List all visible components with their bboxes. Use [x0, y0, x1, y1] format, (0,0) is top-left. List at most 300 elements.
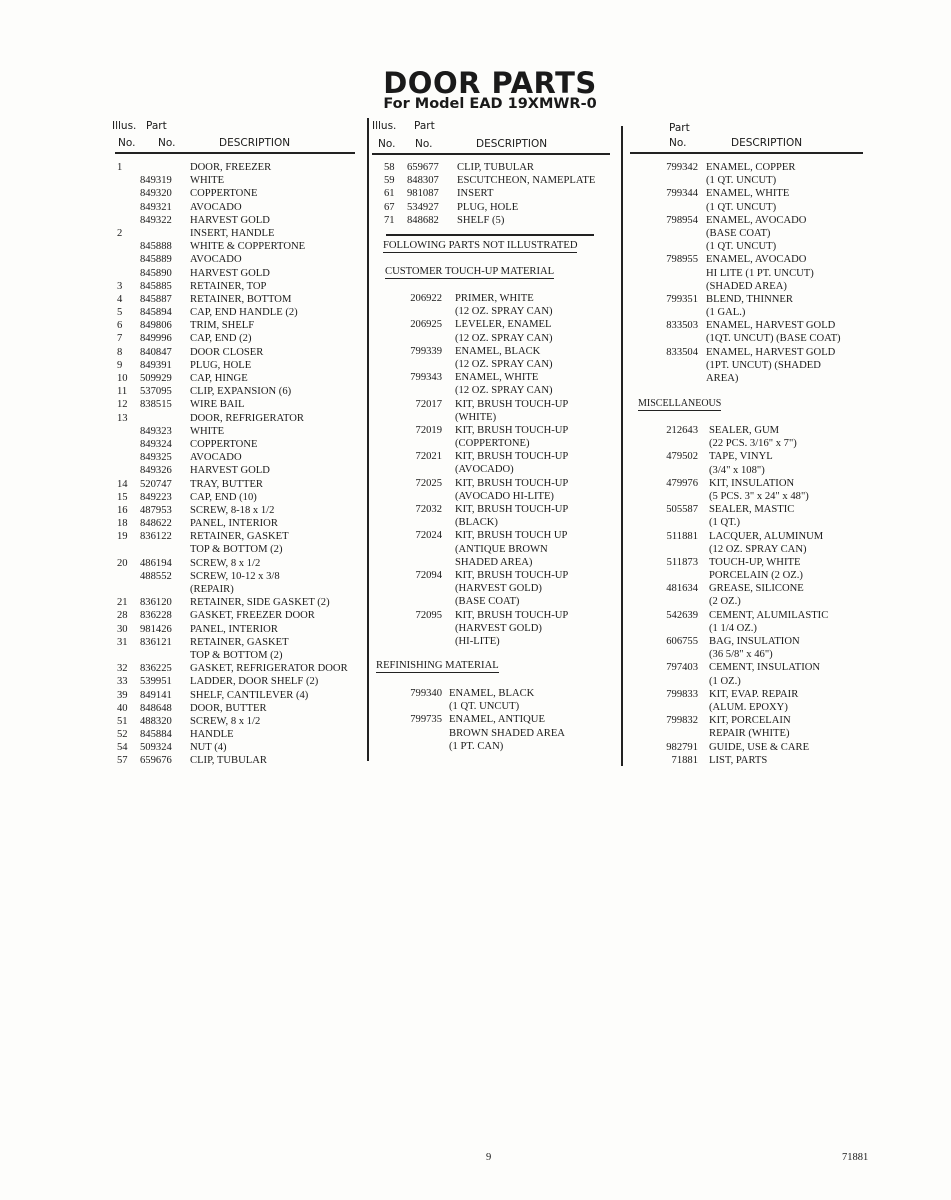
part-description: BAG, INSULATION	[709, 636, 800, 647]
part-row	[0, 280, 900, 293]
part-number: 72025	[415, 477, 442, 489]
part-row	[0, 437, 900, 450]
part-description: SCREW, 8-18 x 1/2	[190, 504, 275, 516]
part-row	[0, 424, 900, 437]
part-number: 486194	[140, 557, 172, 569]
part-description: GUIDE, USE & CARE	[709, 741, 810, 753]
part-description: KIT, BRUSH TOUCH-UP	[455, 424, 569, 436]
header-description: DESCRIPTION	[731, 137, 803, 149]
part-row	[0, 477, 900, 490]
part-number: 849323	[140, 425, 172, 437]
part-description: REPAIR (WHITE)	[709, 728, 790, 740]
part-number: 799343	[410, 372, 442, 384]
part-number: 488552	[140, 570, 172, 582]
part-number: 539951	[140, 676, 172, 688]
part-row	[0, 648, 900, 661]
part-number: 511881	[666, 530, 698, 542]
part-description: DOOR, REFRIGERATOR	[190, 412, 304, 424]
part-description: (12 OZ. SPRAY CAN)	[455, 385, 553, 397]
illus-number: 10	[117, 373, 128, 384]
part-number: 845890	[140, 267, 172, 279]
illus-number: 30	[117, 623, 128, 635]
header-illus-no: No.	[378, 138, 396, 150]
part-description: ENAMEL, WHITE	[455, 372, 539, 384]
part-description: (ALUM. EPOXY)	[709, 701, 788, 713]
part-number: 509324	[140, 742, 172, 754]
part-description: KIT, EVAP. REPAIR	[709, 688, 799, 700]
part-description: PANEL, INTERIOR	[190, 623, 278, 635]
page-number: 9	[486, 1152, 492, 1163]
part-number: 833504	[666, 346, 698, 358]
part-description: CLIP, EXPANSION (6)	[190, 386, 292, 398]
part-number: 845894	[140, 307, 172, 319]
part-row	[0, 675, 900, 688]
part-description: (1QT. UNCUT) (BASE COAT)	[706, 333, 841, 345]
part-description: SCREW, 8 x 1/2	[190, 557, 261, 569]
part-description: WHITE	[190, 175, 225, 187]
part-number: 849322	[140, 214, 172, 226]
part-row	[0, 754, 900, 767]
doc-number: 71881	[842, 1152, 869, 1163]
part-number: 848622	[140, 518, 172, 530]
part-description: KIT, PORCELAIN	[709, 715, 791, 727]
part-number: 542639	[666, 609, 698, 621]
part-number: 511873	[666, 556, 698, 568]
part-number: 509929	[140, 373, 172, 384]
part-number: 606755	[666, 636, 698, 647]
part-number: 72032	[415, 504, 442, 515]
part-description: KIT, INSULATION	[709, 477, 795, 489]
part-row	[0, 450, 900, 463]
illus-number: 28	[117, 610, 128, 622]
part-row	[0, 582, 900, 595]
part-description: BROWN SHADED AREA	[449, 727, 565, 739]
part-number: 479976	[666, 477, 698, 489]
part-row	[0, 384, 620, 397]
part-description: CAP, END HANDLE (2)	[190, 307, 298, 319]
part-row	[0, 227, 900, 240]
part-description: (1 QT. UNCUT)	[449, 701, 520, 713]
part-number: 849319	[140, 175, 172, 187]
part-description: (1 GAL.)	[706, 307, 746, 319]
part-number: 798955	[666, 254, 698, 266]
part-row	[0, 372, 900, 385]
part-description: (1 PT. CAN)	[449, 740, 504, 752]
header-description: DESCRIPTION	[219, 137, 291, 149]
part-number: 836121	[140, 636, 172, 648]
misc-heading: MISCELLANEOUS	[638, 398, 722, 409]
part-row	[0, 464, 900, 477]
part-row	[0, 253, 900, 266]
part-description: WIRE BAIL	[190, 399, 245, 411]
illus-number: 3	[117, 280, 123, 292]
part-number: 848682	[407, 214, 439, 226]
part-description: SCREW, 8 x 1/2	[190, 715, 261, 727]
part-description: DOOR CLOSER	[190, 346, 264, 358]
illus-number: 15	[117, 491, 128, 503]
part-number: 845887	[140, 293, 172, 305]
part-row	[0, 503, 900, 516]
illus-number: 11	[117, 386, 128, 398]
refinishing-heading: REFINISHING MATERIAL	[376, 660, 499, 671]
part-description: (SHADED AREA)	[706, 280, 787, 292]
part-description: COPPERTONE	[190, 438, 258, 450]
illus-number: 16	[117, 504, 128, 516]
part-row	[0, 622, 900, 635]
part-description: (AVOCADO HI-LITE)	[455, 490, 554, 502]
part-description: ENAMEL, COPPER	[706, 162, 796, 173]
part-description: AREA)	[706, 373, 739, 384]
part-description: CLIP, TUBULAR	[457, 162, 534, 173]
part-description: KIT, BRUSH TOUCH-UP	[455, 504, 569, 515]
part-description: (12 OZ. SPRAY CAN)	[709, 543, 807, 555]
part-row	[0, 319, 900, 332]
illus-number: 31	[117, 636, 128, 648]
part-description: (1 QT. UNCUT)	[706, 201, 777, 213]
part-row	[0, 174, 900, 187]
part-description: (2 OZ.)	[709, 596, 741, 608]
part-description: PRIMER, WHITE	[455, 293, 534, 304]
part-number: 849806	[140, 320, 172, 332]
illus-number: 9	[117, 359, 123, 371]
part-row	[0, 359, 900, 372]
illus-number: 39	[117, 689, 128, 701]
illus-number: 58	[384, 162, 395, 173]
part-number: 534927	[407, 201, 439, 213]
illus-number: 7	[117, 333, 123, 345]
part-number: 845888	[140, 241, 172, 253]
part-number: 488320	[140, 715, 172, 727]
part-number: 212643	[666, 425, 698, 436]
part-description: ENAMEL, HARVEST GOLD	[706, 320, 836, 332]
part-description: ENAMEL, AVOCADO	[706, 254, 807, 266]
part-description: (1 QT.)	[709, 517, 740, 529]
part-row	[0, 727, 900, 740]
part-number: 72094	[415, 569, 442, 581]
part-description: KIT, BRUSH TOUCH-UP	[455, 451, 569, 463]
part-number: 981087	[407, 188, 439, 200]
part-description: INSERT	[457, 188, 494, 200]
part-description: DOOR, FREEZER	[190, 162, 272, 173]
part-number: 849326	[140, 465, 172, 477]
part-row	[0, 661, 900, 674]
part-number: 848307	[407, 175, 439, 187]
part-number: 799339	[410, 345, 442, 357]
illus-number: 54	[117, 742, 128, 754]
part-description: INSERT, HANDLE	[190, 227, 275, 239]
part-number: 845884	[140, 729, 172, 741]
illus-number: 1	[117, 162, 123, 173]
part-description: (HI-LITE)	[455, 635, 500, 647]
part-description: COPPERTONE	[190, 188, 258, 200]
part-description: KIT, BRUSH TOUCH-UP	[455, 398, 569, 410]
part-description: (3/4" x 108")	[709, 464, 765, 476]
part-description: TOP & BOTTOM (2)	[190, 649, 283, 661]
part-description: RETAINER, SIDE GASKET (2)	[190, 597, 330, 609]
part-number: 836225	[140, 663, 172, 675]
illus-number: 19	[117, 531, 128, 543]
part-row	[0, 595, 900, 608]
part-row	[0, 556, 900, 569]
touchup-heading: CUSTOMER TOUCH-UP MATERIAL	[385, 266, 555, 277]
part-description: AVOCADO	[190, 452, 242, 464]
part-description: (WHITE)	[455, 411, 497, 423]
illus-number: 51	[117, 715, 128, 727]
illus-number: 71	[384, 214, 395, 226]
part-description: TRIM, SHELF	[190, 320, 255, 332]
part-description: RETAINER, GASKET	[190, 636, 289, 648]
illus-number: 12	[117, 399, 128, 411]
part-number: 206922	[410, 293, 442, 304]
part-description: CAP, HINGE	[190, 373, 248, 384]
part-description: KIT, BRUSH TOUCH-UP	[455, 569, 569, 581]
part-number: 72024	[415, 530, 442, 542]
part-description: LADDER, DOOR SHELF (2)	[190, 676, 319, 688]
part-description: SEALER, MASTIC	[709, 504, 795, 516]
illus-number: 21	[117, 597, 128, 609]
part-description: HARVEST GOLD	[190, 465, 270, 477]
part-row	[0, 398, 620, 411]
part-description: KIT, BRUSH TOUCH UP	[455, 530, 568, 542]
part-description: PLUG, HOLE	[190, 359, 252, 371]
part-number: 849996	[140, 333, 172, 345]
part-row	[0, 635, 900, 648]
header-part: Part	[414, 120, 435, 132]
part-row	[0, 293, 900, 306]
part-row	[0, 161, 900, 174]
not-illustrated-heading: FOLLOWING PARTS NOT ILLUSTRATED	[383, 240, 578, 251]
header-illus: Illus.	[112, 120, 137, 132]
part-description: CAP, END (2)	[190, 333, 252, 345]
part-row	[0, 332, 900, 345]
part-number: 799351	[666, 293, 698, 305]
part-row	[0, 187, 900, 200]
part-description: ESCUTCHEON, NAMEPLATE	[457, 175, 596, 187]
illus-number: 14	[117, 478, 128, 490]
illus-number: 20	[117, 557, 128, 569]
part-description: WHITE & COPPERTONE	[190, 241, 306, 253]
part-number: 836122	[140, 531, 172, 543]
part-number: 838515	[140, 399, 172, 411]
illus-number: 33	[117, 676, 128, 688]
part-number: 659677	[407, 162, 439, 173]
part-description: (12 OZ. SPRAY CAN)	[455, 358, 553, 370]
part-description: HI LITE (1 PT. UNCUT)	[706, 267, 814, 279]
part-number: 72021	[415, 451, 442, 463]
part-row	[0, 530, 900, 543]
part-row	[0, 214, 900, 227]
part-description: TRAY, BUTTER	[190, 478, 263, 490]
part-row	[0, 741, 900, 754]
page-title: DOOR PARTS	[383, 66, 597, 100]
part-number: 849141	[140, 689, 172, 701]
part-row	[0, 543, 900, 556]
illus-number: 8	[117, 346, 123, 358]
header-description: DESCRIPTION	[476, 138, 548, 150]
part-number: 72017	[415, 398, 442, 410]
illus-number: 32	[117, 663, 128, 675]
part-description: (BASE COAT)	[455, 596, 520, 608]
part-number: 836228	[140, 610, 172, 622]
part-description: (1 1/4 OZ.)	[709, 622, 757, 634]
part-number: 520747	[140, 478, 172, 490]
part-description: PLUG, HOLE	[457, 201, 519, 213]
part-description: RETAINER, BOTTOM	[190, 293, 292, 305]
part-row	[0, 346, 900, 359]
part-description: SHELF (5)	[457, 214, 505, 226]
part-number: 479502	[666, 451, 698, 463]
part-number: 849324	[140, 438, 172, 450]
part-number: 72095	[415, 609, 442, 621]
part-description: BLEND, THINNER	[706, 293, 793, 305]
part-number: 840847	[140, 346, 172, 358]
part-number: 845885	[140, 280, 172, 292]
divider	[372, 153, 610, 155]
part-number: 659676	[140, 755, 172, 767]
illus-number: 2	[117, 227, 123, 239]
part-description: ENAMEL, ANTIQUE	[449, 714, 545, 726]
part-description: (COPPERTONE)	[455, 438, 530, 450]
part-row	[0, 688, 900, 701]
part-description: (12 OZ. SPRAY CAN)	[455, 306, 553, 318]
part-description: (BASE COAT)	[706, 227, 771, 239]
divider	[630, 152, 863, 154]
part-description: GREASE, SILICONE	[709, 583, 804, 595]
divider	[115, 152, 355, 154]
part-description: (1 QT. UNCUT)	[706, 241, 777, 253]
header-part-no: No.	[158, 137, 176, 149]
part-number: 72019	[415, 424, 442, 436]
header-illus: Illus.	[372, 120, 397, 132]
part-description: SHADED AREA)	[455, 556, 533, 568]
part-row	[0, 701, 900, 714]
part-number: 797403	[666, 662, 698, 674]
part-description: HARVEST GOLD	[190, 214, 270, 226]
part-number: 836120	[140, 597, 172, 609]
model-subtitle: For Model EAD 19XMWR-0	[383, 96, 597, 112]
part-row	[0, 267, 900, 280]
illus-number: 59	[384, 175, 395, 187]
part-number: 206925	[410, 319, 442, 331]
part-description: (HARVEST GOLD)	[455, 622, 542, 634]
part-number: 799342	[666, 162, 698, 173]
misc-list	[0, 424, 900, 767]
part-description: TOUCH-UP, WHITE	[709, 556, 801, 568]
part-description: CEMENT, INSULATION	[709, 662, 821, 674]
illus-number: 67	[384, 201, 395, 213]
part-description: (REPAIR)	[190, 584, 234, 595]
part-description: (1PT. UNCUT) (SHADED	[706, 359, 821, 371]
illus-number: 6	[117, 320, 123, 332]
part-description: GASKET, FREEZER DOOR	[190, 610, 315, 622]
part-description: PANEL, INTERIOR	[190, 518, 278, 530]
part-number: 798954	[666, 214, 698, 226]
part-description: (1 QT. UNCUT)	[706, 175, 777, 187]
part-row	[0, 201, 900, 214]
illus-number: 18	[117, 518, 128, 530]
part-description: (HARVEST GOLD)	[455, 583, 542, 595]
illus-number: 4	[117, 293, 123, 305]
header-illus-no: No.	[118, 137, 136, 149]
part-number: 849320	[140, 188, 172, 200]
part-row	[0, 516, 900, 529]
part-number: 799833	[666, 688, 698, 700]
part-description: HANDLE	[190, 729, 234, 741]
part-number: 799340	[410, 688, 442, 699]
part-description: SCREW, 10-12 x 3/8	[190, 570, 280, 582]
part-description: (ANTIQUE BROWN	[455, 543, 548, 555]
part-description: LEVELER, ENAMEL	[455, 319, 552, 331]
illus-number: 57	[117, 755, 128, 767]
illus-number: 61	[384, 188, 395, 200]
part-description: RETAINER, GASKET	[190, 531, 289, 543]
part-description: ENAMEL, HARVEST GOLD	[706, 346, 836, 358]
part-row	[0, 411, 620, 424]
illus-number: 13	[117, 412, 128, 424]
part-description: AVOCADO	[190, 201, 242, 213]
part-description: TAPE, VINYL	[709, 451, 773, 463]
part-number: 799832	[666, 715, 698, 727]
illus-number: 40	[117, 702, 128, 714]
part-description: (12 OZ. SPRAY CAN)	[455, 332, 553, 344]
part-number: 71881	[671, 754, 698, 766]
refinishing-list-cont	[0, 161, 900, 385]
part-description: ENAMEL, AVOCADO	[706, 214, 807, 226]
part-description: SEALER, GUM	[709, 425, 780, 436]
part-description: CLIP, TUBULAR	[190, 755, 267, 767]
part-description: (36 5/8" x 46")	[709, 649, 773, 661]
part-row	[0, 490, 900, 503]
part-description: CAP, END (10)	[190, 491, 257, 503]
part-description: AVOCADO	[190, 254, 242, 266]
header-part-no: No.	[415, 138, 433, 150]
part-row	[0, 609, 900, 622]
part-row	[0, 569, 900, 582]
part-number: 849321	[140, 201, 172, 213]
part-number: 537095	[140, 386, 172, 398]
part-number: 849223	[140, 491, 172, 503]
part-description: GASKET, REFRIGERATOR DOOR	[190, 663, 348, 675]
part-description: (AVOCADO)	[455, 464, 514, 476]
part-row	[0, 714, 900, 727]
part-row	[0, 240, 900, 253]
part-number: 505587	[666, 504, 698, 516]
part-number: 982791	[666, 741, 698, 753]
header-part: Part	[669, 122, 690, 134]
part-number: 799344	[666, 188, 698, 200]
part-number: 981426	[140, 623, 172, 635]
part-description: KIT, BRUSH TOUCH-UP	[455, 477, 569, 489]
part-description: (1 OZ.)	[709, 675, 741, 687]
part-description: (22 PCS. 3/16" x 7")	[709, 438, 797, 450]
part-number: 799735	[410, 714, 442, 726]
part-description: ENAMEL, BLACK	[455, 345, 541, 357]
part-description: TOP & BOTTOM (2)	[190, 544, 283, 556]
header-part: Part	[146, 120, 167, 132]
part-description: PORCELAIN (2 OZ.)	[709, 570, 803, 582]
part-description: LACQUER, ALUMINUM	[709, 530, 824, 542]
part-description: WHITE	[190, 425, 225, 437]
part-description: ENAMEL, WHITE	[706, 188, 790, 200]
part-description: LIST, PARTS	[709, 754, 768, 766]
illus-number: 5	[117, 307, 123, 319]
part-description: DOOR, BUTTER	[190, 702, 267, 714]
part-row	[0, 306, 900, 319]
part-description: KIT, BRUSH TOUCH-UP	[455, 609, 569, 621]
part-number: 849325	[140, 452, 172, 464]
part-description: SHELF, CANTILEVER (4)	[190, 689, 309, 701]
part-number: 487953	[140, 504, 172, 516]
